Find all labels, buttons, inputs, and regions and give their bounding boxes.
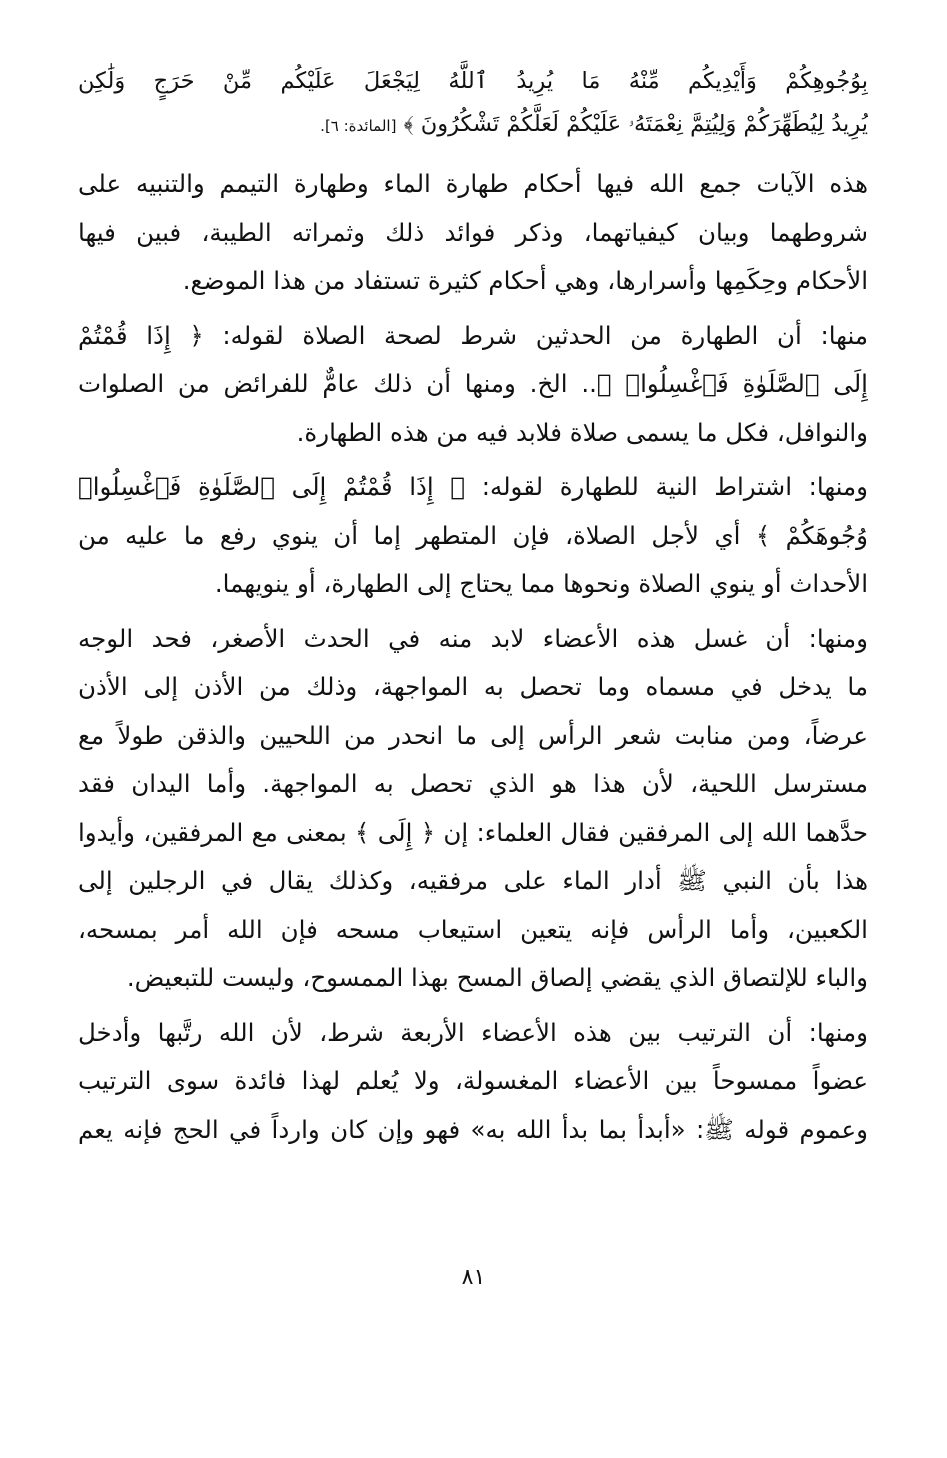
verse-line: بِوُجُوهِكُمْ وَأَيْدِيكُم مِّنْهُ مَا يُرِيدُ ٱللَّهُ لِيَجْعَلَ عَلَيْكُم مِّنْ حَرَجٍ وَلَٰكِن bbox=[78, 68, 868, 94]
quran-verse-block bbox=[78, 60, 868, 146]
page-body bbox=[78, 60, 868, 1154]
text-line: ومنها: اشتراط النية للطهارة لقوله: ﴿ إِذَا قُمْتُمْ إِلَى ٱلصَّلَوٰةِ فَٱغْسِلُوا۟ bbox=[78, 472, 868, 501]
text-line: الكعبين، وأما الرأس فإنه يتعين استيعاب مسحه فإن الله أمر بمسحه، bbox=[78, 914, 868, 944]
text-line: هذا بأن النبي ﷺ أدار الماء على مرفقيه، وكذلك يقال في الرجلين إلى bbox=[78, 866, 868, 895]
text-line: منها: أن الطهارة من الحدثين شرط لصحة الصلاة لقوله: ﴿ إِذَا قُمْتُمْ bbox=[78, 320, 868, 350]
text-line: ما يدخل في مسماه وما تحصل به المواجهة، وذلك من الأذن إلى الأذن bbox=[78, 672, 868, 701]
text-line: وعموم قوله ﷺ: «أبدأ بما بدأ الله به» فهو وإن كان وارداً في الحج فإنه يعم bbox=[78, 1114, 868, 1144]
verse-line bbox=[78, 103, 868, 146]
text-line: مسترسل اللحية، لأن هذا هو الذي تحصل به المواجهة. وأما اليدان فقد bbox=[78, 769, 868, 798]
verse-text: يُرِيدُ لِيُطَهِّرَكُمْ وَلِيُتِمَّ نِعْمَتَهُۥ عَلَيْكُمْ لَعَلَّكُمْ تَشْكُرُونَ ﴾ bbox=[403, 111, 868, 137]
text-line: شروطهما وبيان كيفياتهما، وذكر فوائد ذلك وثمراته الطيبة، فبين فيها bbox=[78, 217, 868, 247]
page-number: ٨١ bbox=[461, 1265, 486, 1290]
text-line: والباء للإلتصاق الذي يقضي إلصاق المسح بهذا الممسوح، وليست للتبعيض. bbox=[126, 963, 868, 992]
text-line: وُجُوهَكُمْ ﴾ أي لأجل الصلاة، فإن المتطهر إما أن ينوي رفع ما عليه من bbox=[78, 520, 868, 550]
text-line: عرضاً، ومن منابت شعر الرأس إلى ما انحدر من اللحيين والذقن طولاً مع bbox=[78, 720, 868, 750]
paragraph bbox=[78, 312, 868, 458]
text-line: الأحكام وحِكَمِها وأسرارها، وهي أحكام كثيرة تستفاد من هذا الموضع. bbox=[182, 266, 868, 295]
text-line: حدَّهما الله إلى المرفقين فقال العلماء: إن ﴿ إِلَى ﴾ بمعنى مع المرفقين، وأيدوا bbox=[78, 817, 868, 847]
paragraph bbox=[78, 463, 868, 609]
text-line: هذه الآيات جمع الله فيها أحكام طهارة الماء وطهارة التيمم والتنبيه على bbox=[78, 169, 868, 198]
paragraph bbox=[78, 615, 868, 1003]
text-line: ومنها: أن غسل هذه الأعضاء لابد منه في الحدث الأصغر، فحد الوجه bbox=[78, 623, 868, 653]
verse-reference: [المائدة: ٦]. bbox=[320, 117, 397, 135]
text-line: ومنها: أن الترتيب بين هذه الأعضاء الأربعة شرط، لأن الله رتَّبها وأدخل bbox=[78, 1017, 868, 1047]
text-line: والنوافل، فكل ما يسمى صلاة فلابد فيه من هذه الطهارة. bbox=[296, 417, 868, 447]
paragraph bbox=[78, 1009, 868, 1155]
text-line: إِلَى ٱلصَّلَوٰةِ فَٱغْسِلُوا۟ ﴾.. الخ. ومنها أن ذلك عامٌّ للفرائض من الصلوات bbox=[78, 369, 868, 398]
text-line: عضواً ممسوحاً بين الأعضاء المغسولة، ولا يُعلم لهذا فائدة سوى الترتيب bbox=[78, 1066, 868, 1095]
paragraph bbox=[78, 160, 868, 306]
text-line: الأحداث أو ينوي الصلاة ونحوها مما يحتاج إلى الطهارة، أو ينويهما. bbox=[214, 569, 868, 598]
